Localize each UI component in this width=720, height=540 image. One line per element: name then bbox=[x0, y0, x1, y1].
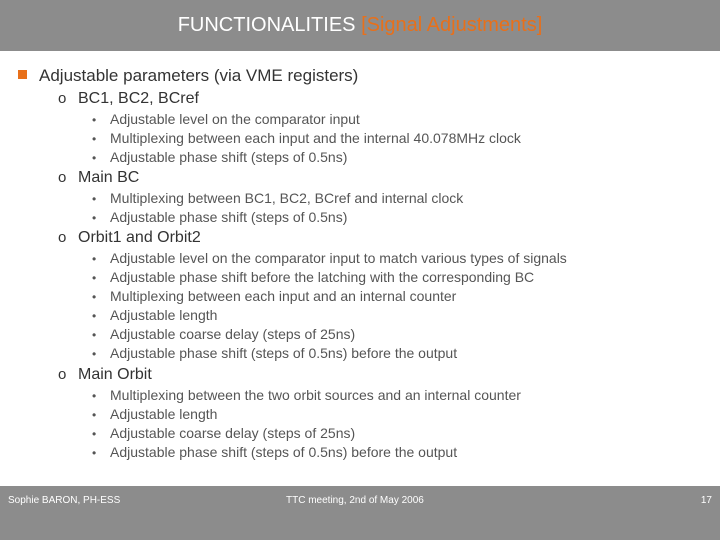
slide-footer bbox=[0, 486, 720, 540]
detail-item-text: Adjustable coarse delay (steps of 25ns) bbox=[110, 425, 356, 441]
detail-item-text: Multiplexing between BC1, BC2, BCref and internal clock bbox=[110, 190, 464, 206]
detail-item bbox=[92, 307, 217, 323]
detail-item bbox=[92, 269, 534, 285]
detail-item-text: Adjustable length bbox=[110, 406, 218, 422]
detail-item bbox=[92, 406, 217, 422]
detail-item-text: Adjustable phase shift (steps of 0.5ns) before the output bbox=[110, 444, 458, 460]
square-bullet-icon bbox=[18, 70, 27, 79]
dot-bullet-icon: • bbox=[92, 389, 97, 403]
dot-bullet-icon: • bbox=[92, 252, 97, 266]
circle-bullet-icon: o bbox=[58, 169, 67, 186]
circle-bullet-icon: o bbox=[58, 90, 67, 107]
dot-bullet-icon: • bbox=[92, 211, 97, 225]
sub-bullet-orbits bbox=[58, 229, 201, 247]
sub-bullet-label: Orbit1 and Orbit2 bbox=[78, 229, 201, 246]
detail-item-text: Adjustable phase shift (steps of 0.5ns) before the output bbox=[110, 345, 458, 361]
slide-title-accent: [Signal Adjustments] bbox=[361, 14, 543, 36]
detail-item bbox=[92, 190, 463, 206]
detail-item-text: Adjustable level on the comparator input bbox=[110, 111, 360, 127]
detail-item bbox=[92, 250, 567, 266]
main-bullet-text: Adjustable parameters (via VME registers) bbox=[39, 66, 359, 85]
sub-bullet-label: Main BC bbox=[78, 169, 140, 186]
dot-bullet-icon: • bbox=[92, 290, 97, 304]
footer-author: Sophie BARON, PH-ESS bbox=[8, 495, 121, 506]
dot-bullet-icon: • bbox=[92, 113, 97, 127]
detail-item bbox=[92, 130, 521, 146]
sub-bullet-main-orbit bbox=[58, 366, 152, 384]
detail-item-text: Multiplexing between each input and an internal counter bbox=[110, 288, 457, 304]
detail-item-text: Adjustable level on the comparator input to match various types of signals bbox=[110, 250, 567, 266]
dot-bullet-icon: • bbox=[92, 328, 97, 342]
main-bullet bbox=[18, 66, 358, 86]
detail-item bbox=[92, 288, 456, 304]
dot-bullet-icon: • bbox=[92, 192, 97, 206]
detail-item bbox=[92, 149, 347, 165]
detail-item bbox=[92, 444, 457, 460]
dot-bullet-icon: • bbox=[92, 347, 97, 361]
dot-bullet-icon: • bbox=[92, 427, 97, 441]
footer-event: TTC meeting, 2nd of May 2006 bbox=[286, 495, 424, 506]
detail-item-text: Adjustable coarse delay (steps of 25ns) bbox=[110, 326, 356, 342]
detail-item-text: Adjustable phase shift before the latching with the corresponding BC bbox=[110, 269, 535, 285]
detail-item-text: Adjustable length bbox=[110, 307, 218, 323]
detail-item-text: Multiplexing between the two orbit sources and an internal counter bbox=[110, 387, 521, 403]
circle-bullet-icon: o bbox=[58, 366, 67, 383]
slide-title-main: FUNCTIONALITIES bbox=[177, 14, 362, 36]
sub-bullet-label: BC1, BC2, BCref bbox=[78, 90, 199, 107]
sub-bullet-main-bc bbox=[58, 169, 139, 187]
detail-item bbox=[92, 345, 457, 361]
dot-bullet-icon: • bbox=[92, 309, 97, 323]
sub-bullet-label: Main Orbit bbox=[78, 366, 152, 383]
detail-item bbox=[92, 111, 360, 127]
footer-page-number: 17 bbox=[700, 495, 712, 506]
detail-item bbox=[92, 326, 355, 342]
dot-bullet-icon: • bbox=[92, 446, 97, 460]
dot-bullet-icon: • bbox=[92, 271, 97, 285]
dot-bullet-icon: • bbox=[92, 151, 97, 165]
sub-bullet-bc-inputs bbox=[58, 90, 199, 108]
detail-item-text: Multiplexing between each input and the internal 40.078MHz clock bbox=[110, 130, 521, 146]
detail-item bbox=[92, 209, 347, 225]
circle-bullet-icon: o bbox=[58, 229, 67, 246]
dot-bullet-icon: • bbox=[92, 408, 97, 422]
detail-item bbox=[92, 387, 521, 403]
detail-item-text: Adjustable phase shift (steps of 0.5ns) bbox=[110, 209, 348, 225]
detail-item-text: Adjustable phase shift (steps of 0.5ns) bbox=[110, 149, 348, 165]
detail-item bbox=[92, 425, 355, 441]
dot-bullet-icon: • bbox=[92, 132, 97, 146]
